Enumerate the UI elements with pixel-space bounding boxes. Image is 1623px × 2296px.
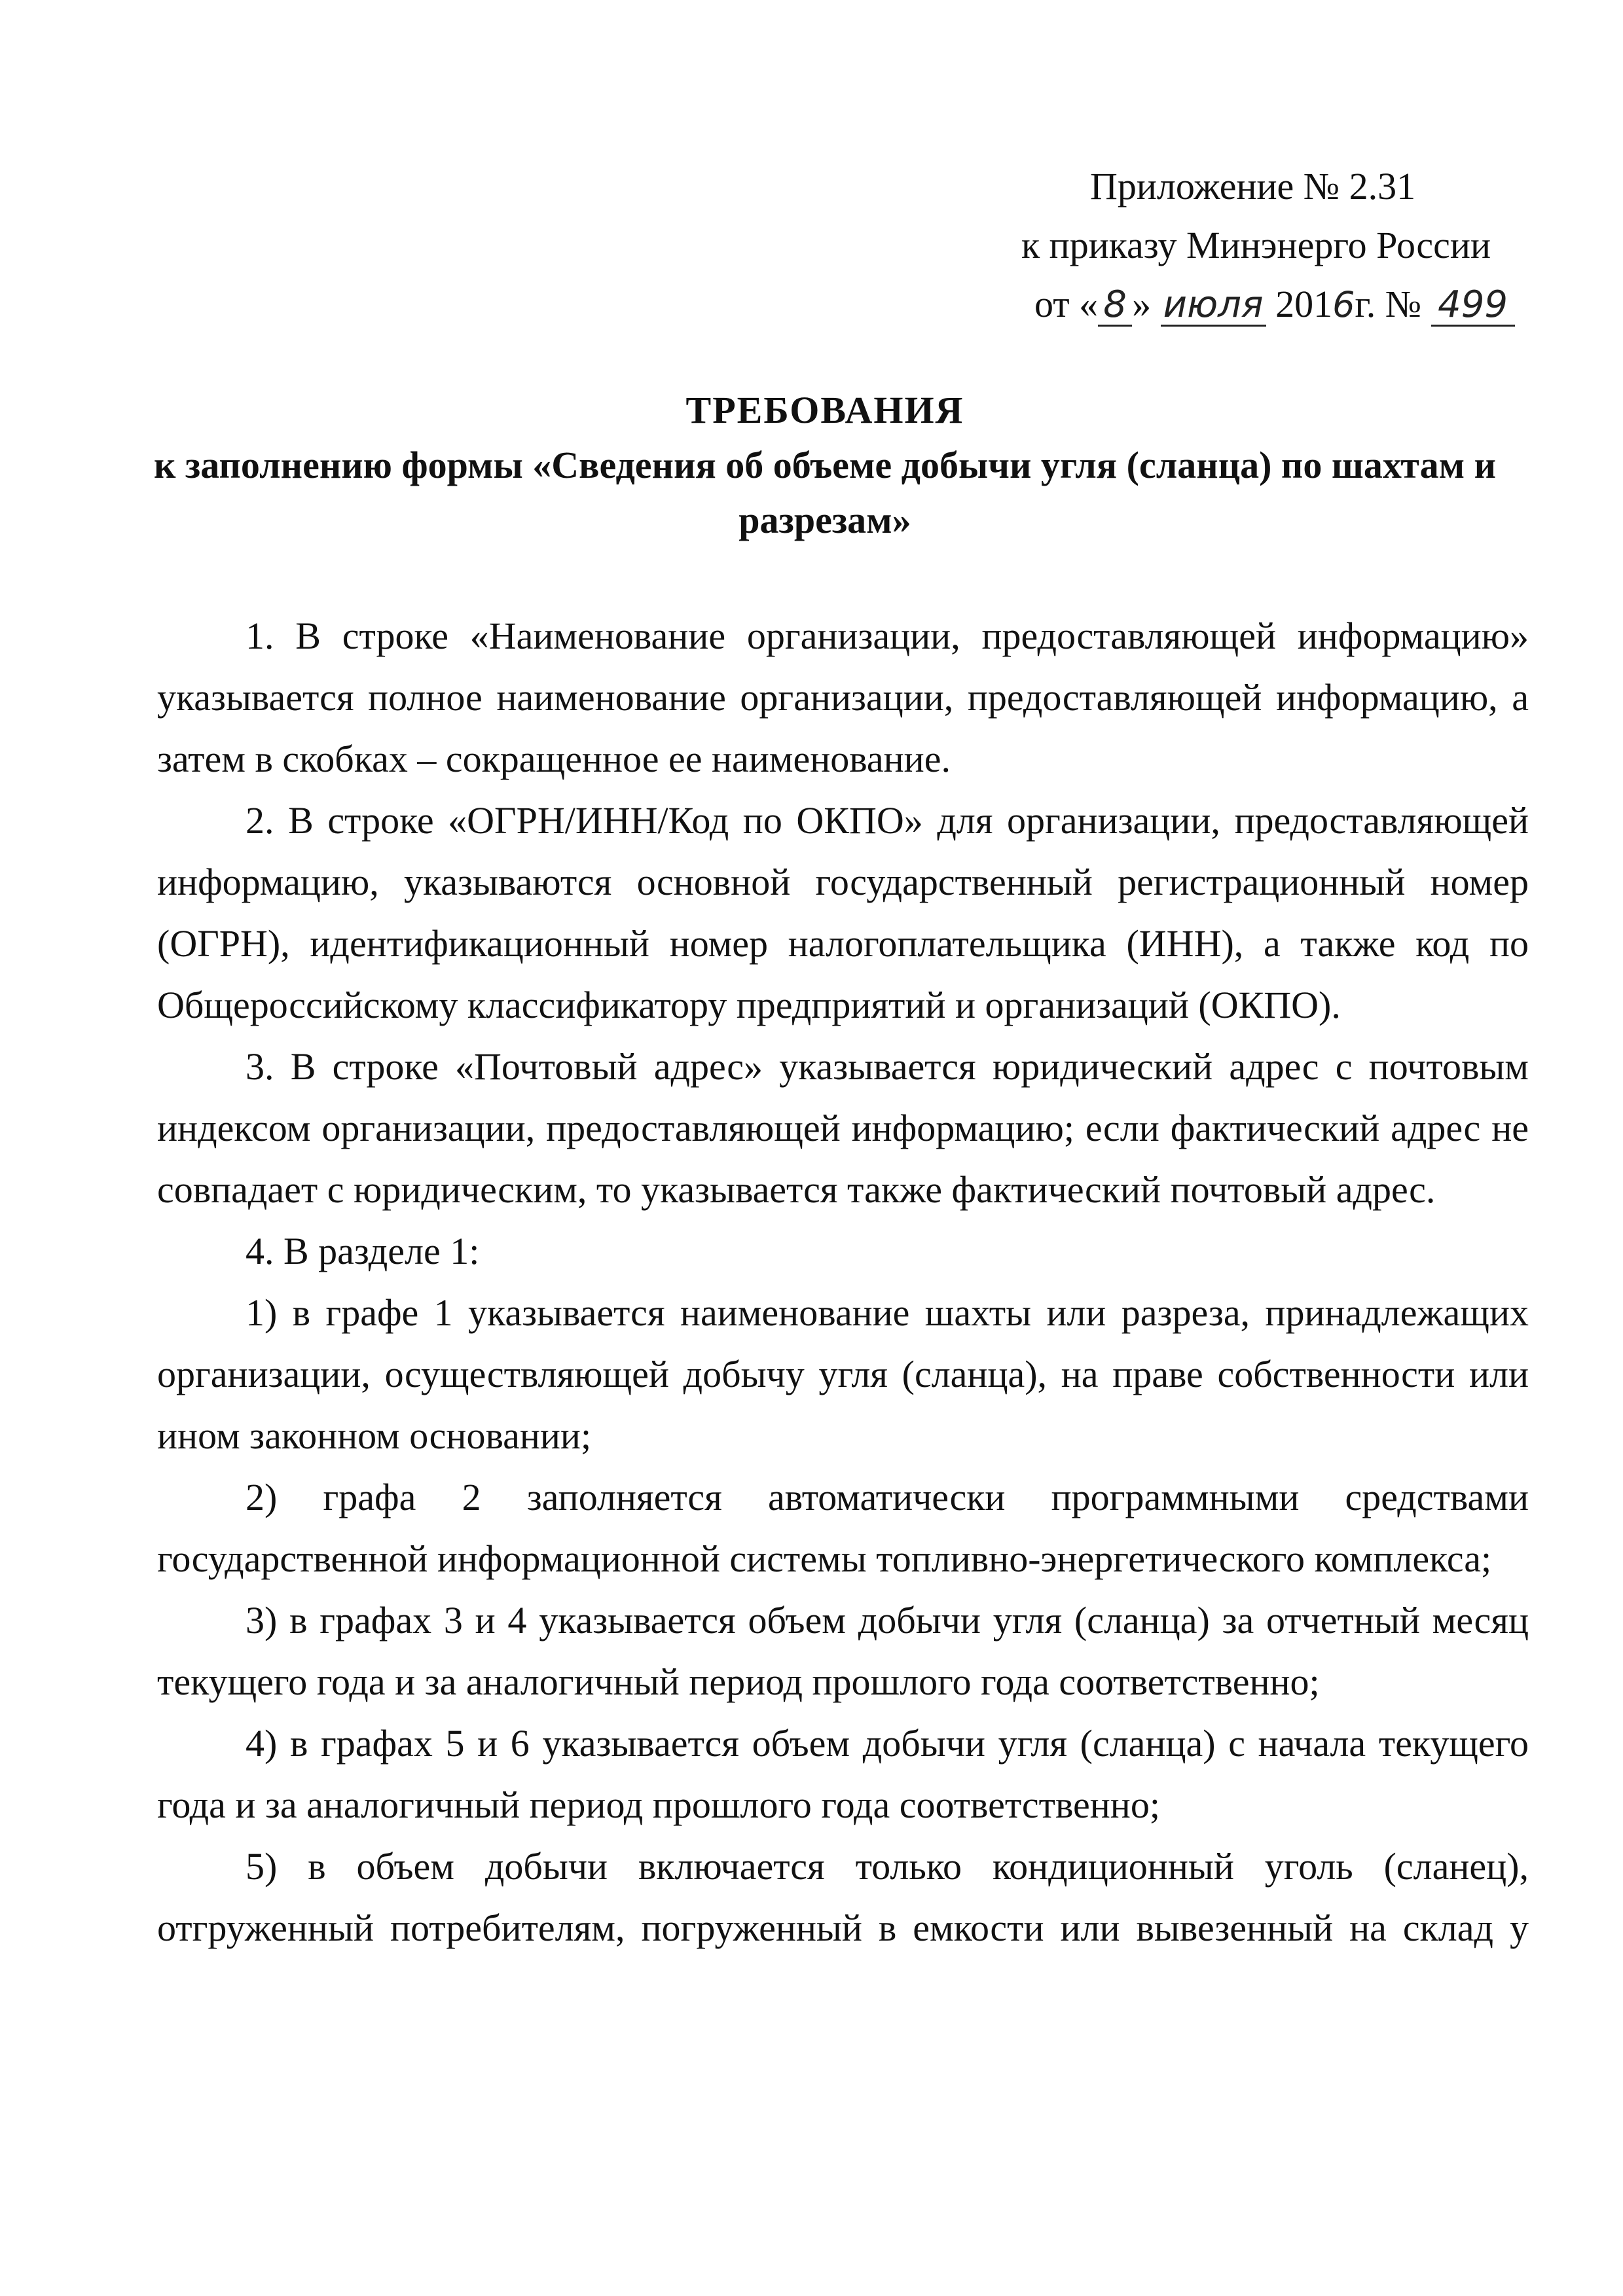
appendix-order-date-line — [1021, 275, 1545, 334]
paragraph-3: 3. В строке «Почтовый адрес» указывается юридический адрес с почтовым индексом организации, предоставляющей информацию; если фактический адрес не совпадает с юридическим, то указывается также фактический почтовый адрес. — [157, 1045, 1529, 1211]
paragraph-4-item-4: 4) в графах 5 и 6 указывается объем добычи угля (сланца) с начала текущего года и за аналогичный период прошлого года соответственно; — [157, 1722, 1529, 1826]
title-heading: ТРЕБОВАНИЯ — [685, 389, 964, 431]
year-prefix: 201 — [1266, 283, 1333, 325]
appendix-number: Приложение № 2.31 — [1090, 165, 1416, 207]
appendix-header — [1021, 157, 1545, 334]
paragraph-4-item-1: 1) в графе 1 указывается наименование шахты или разреза, принадлежащих организации, осуществляющей добычу угля (сланца), на праве собственности или ином законном основании; — [157, 1291, 1529, 1457]
title-subtitle: к заполнению формы «Сведения об объеме добычи угля (сланца) по шахтам и разрезам» — [154, 444, 1496, 541]
handwritten-month: июля — [1161, 285, 1266, 327]
document-body — [157, 605, 1529, 1959]
paragraph-4: 4. В разделе 1: — [246, 1230, 480, 1272]
handwritten-day: 8 — [1098, 285, 1132, 327]
date-mid: » — [1132, 283, 1161, 325]
handwritten-year-digit: 6 — [1332, 284, 1355, 325]
order-number-prefix: г. № — [1355, 283, 1431, 325]
paragraph-4-item-3: 3) в графах 3 и 4 указывается объем добычи угля (сланца) за отчетный месяц текущего года и за аналогичный период прошлого года соответственно; — [157, 1599, 1529, 1703]
paragraph-1: 1. В строке «Наименование организации, предоставляющей информацию» указывается полное наименование организации, предоставляющей информацию, а затем в скобках – сокращенное ее наименование. — [157, 615, 1529, 780]
document-title — [151, 383, 1499, 548]
date-prefix: от « — [1034, 283, 1099, 325]
paragraph-2: 2. В строке «ОГРН/ИНН/Код по ОКПО» для организации, предоставляющей информацию, указываются основной государственный регистрационный номер (ОГРН), идентификационный номер налогоплательщика (ИНН), а также код по Общероссийскому классификатору предприятий и организаций (ОКПО). — [157, 799, 1529, 1026]
appendix-order-reference: к приказу Минэнерго России — [1021, 224, 1491, 266]
paragraph-4-item-2: 2) графа 2 заполняется автоматически программными средствами государственной информационной системы топливно-энергетического комплекса; — [157, 1476, 1529, 1580]
handwritten-order-number: 499 — [1431, 285, 1515, 327]
paragraph-4-item-5: 5) в объем добычи включается только кондиционный уголь (сланец), отгруженный потребителям, погруженный в емкости или вывезенный на склад у — [157, 1845, 1529, 1949]
